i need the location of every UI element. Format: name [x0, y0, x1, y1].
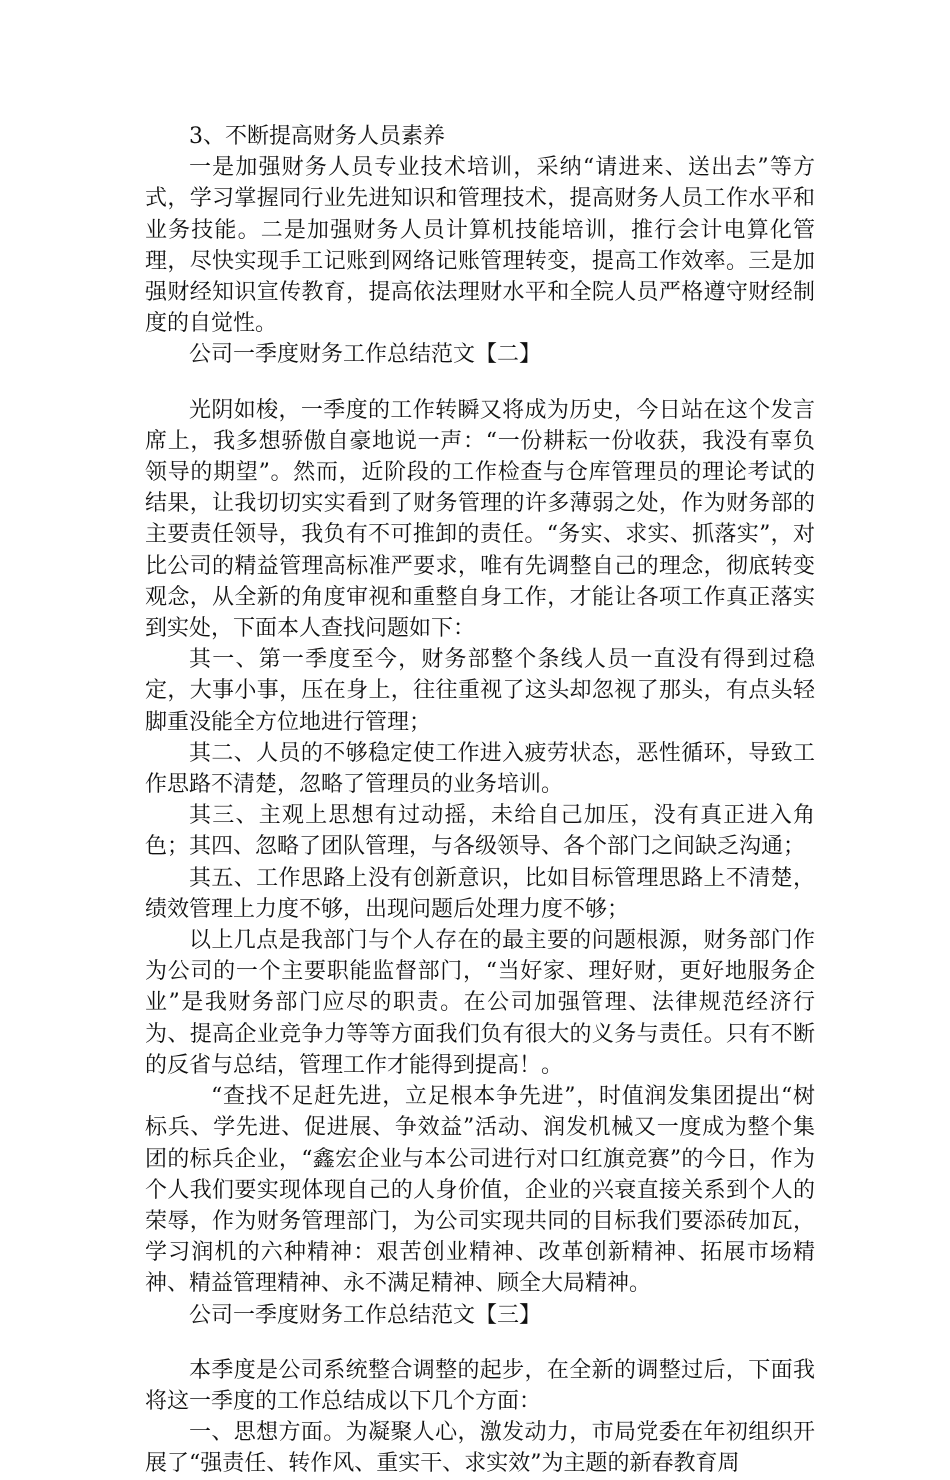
paragraph: 本季度是公司系统整合调整的起步，在全新的调整过后，下面我将这一季度的工作总结成以下几个方面： — [145, 1357, 815, 1414]
paragraph: 其三、主观上思想有过动摇，未给自己加压，没有真正进入角色；其四、忽略了团队管理，与各级领导、各个部门之间缺乏沟通； — [145, 803, 815, 860]
paragraph: 以上几点是我部门与个人存在的最主要的问题根源，财务部门作为公司的一个主要职能监督部门，“当好家、理好财，更好地服务企业”是我财务部门应尽的职责。在公司加强管理、法律规范经济行为、提高企业竞争力等等方面我们负有很大的义务与责任。只有不断的反省与总结，管理工作才能得到提高！。 — [145, 928, 815, 1078]
paragraph: 一是加强财务人员专业技术培训，采纳“请进来、送出去”等方式，学习掌握同行业先进知识和管理技术，提高财务人员工作水平和业务技能。二是加强财务人员计算机技能培训，推行会计电算化管理，尽快实现手工记账到网络记账管理转变，提高工作效率。三是加强财经知识宣传教育，提高依法理财水平和全院人员严格遵守财经制度的自觉性。 — [145, 155, 815, 337]
paragraph-gap — [145, 1331, 815, 1355]
paragraph-gap — [145, 371, 815, 395]
paragraph: 一、思想方面。为凝聚人心，激发动力，市局党委在年初组织开展了“强责任、转作风、重实干、求实效”为主题的新春教育周 — [145, 1420, 815, 1477]
paragraph: 其五、工作思路上没有创新意识，比如目标管理思路上不清楚，绩效管理上力度不够，出现问题后处理力度不够； — [145, 865, 815, 922]
paragraph: 其二、人员的不够稳定使工作进入疲劳状态，恶性循环，导致工作思路不清楚，忽略了管理员的业务培训。 — [145, 740, 815, 798]
document-body — [145, 121, 815, 1480]
paragraph: 其一、第一季度至今，财务部整个条线人员一直没有得到过稳定，大事小事，压在身上，往往重视了这头却忽视了那头，有点头轻脚重没能全方位地进行管理； — [145, 647, 815, 735]
article-heading-3: 公司一季度财务工作总结范文【三】 — [189, 1302, 542, 1328]
section-heading-3: 3、不断提高财务人员素养 — [189, 124, 445, 149]
paragraph: 光阴如梭，一季度的工作转瞬又将成为历史，今日站在这个发言席上，我多想骄傲自豪地说一声：“一份耕耘一份收获，我没有辜负领导的期望”。然而，近阶段的工作检查与仓库管理员的理论考试的结果，让我切切实实看到了财务管理的许多薄弱之处，作为财务部的主要责任领导，我负有不可推卸的责任。“务实、求实、抓落实”，对比公司的精益管理高标准严要求，唯有先调整自己的理念，彻底转变观念，从全新的角度审视和重整自身工作，才能让各项工作真正落实到实处，下面本人查找问题如下： — [145, 397, 815, 642]
paragraph: “查找不足赶先进，立足根本争先进”，时值润发集团提出“树标兵、学先进、促进展、争效益”活动、润发机械又一度成为整个集团的标兵企业，“鑫宏企业与本公司进行对口红旗竞赛”的今日，作为个人我们要实现体现自己的人身价值，企业的兴衰直接关系到个人的荣辱，作为财务管理部门，为公司实现共同的目标我们要添砖加瓦，学习润机的六种精神：艰苦创业精神、改革创新精神、拓展市场精神、精益管理精神、永不满足精神、顾全大局精神。 — [145, 1084, 815, 1297]
article-heading-2: 公司一季度财务工作总结范文【二】 — [189, 342, 542, 368]
